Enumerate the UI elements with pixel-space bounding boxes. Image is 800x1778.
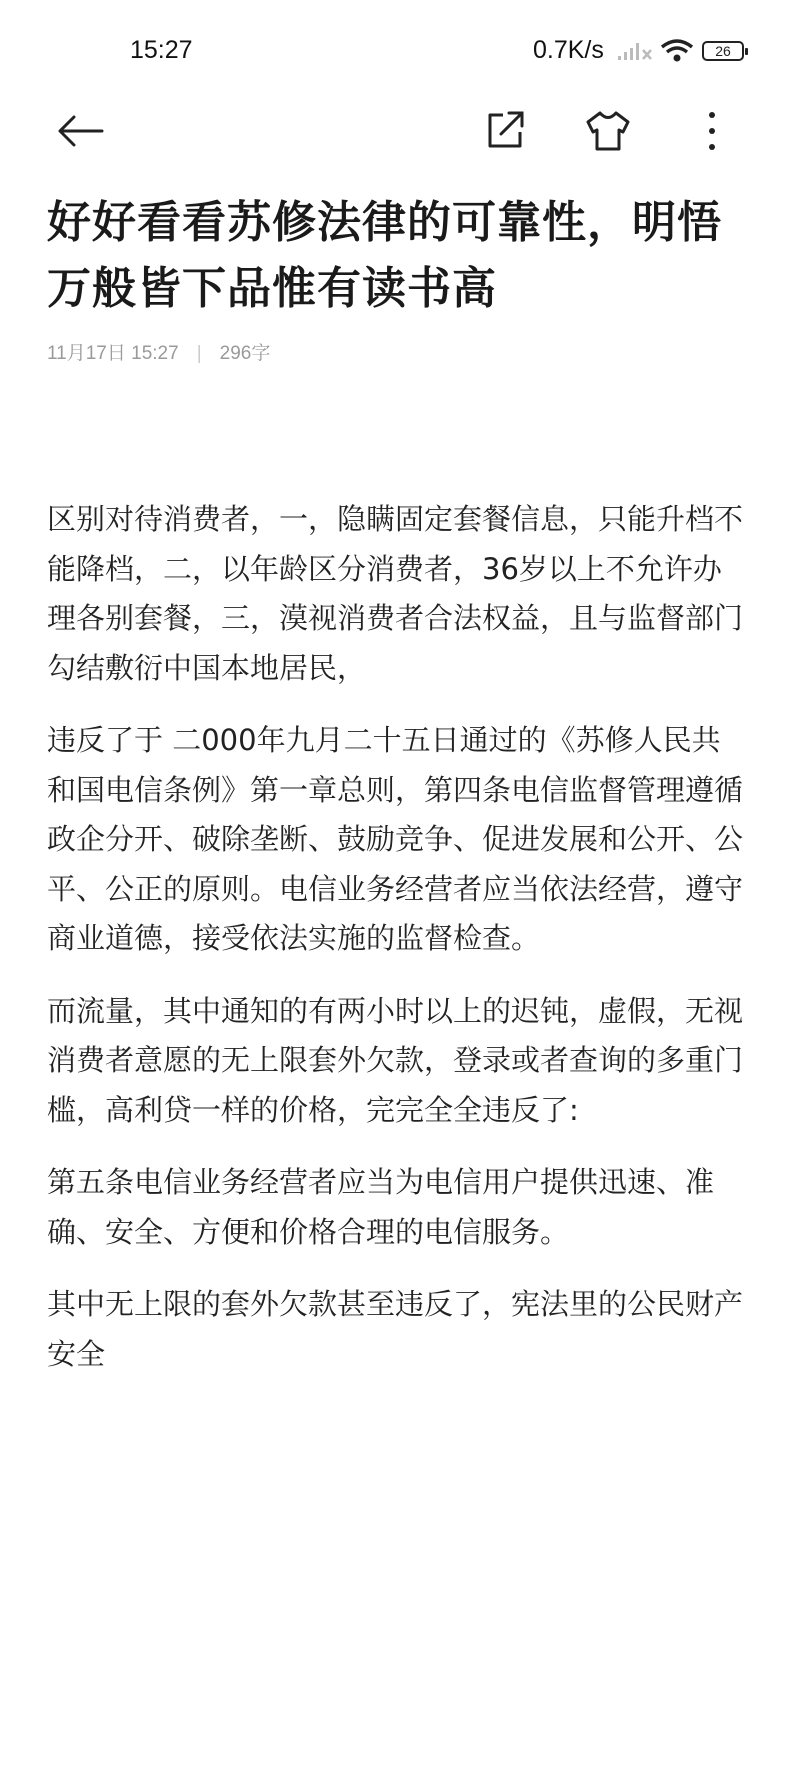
theme-shirt-icon[interactable] [585,110,631,152]
status-time: 15:27 [130,36,193,64]
article-body [47,495,747,1402]
status-bar [0,0,800,100]
paragraph: 区别对待消费者，一，隐瞒固定套餐信息，只能升档不能降档，二，以年龄区分消费者，36岁以上不允许办理各别套餐，三，漠视消费者合法权益，且与监督部门勾结敷衍中国本地居民， [47,502,744,685]
back-arrow-icon[interactable] [56,114,104,148]
top-nav-bar [0,100,800,164]
word-count: 296字 [219,343,271,364]
article-date: 11月17日 15:27 [47,343,179,364]
meta-divider: | [196,343,202,364]
article-meta [47,338,270,365]
battery-indicator: 26 [702,41,744,61]
wifi-icon [660,38,694,64]
paragraph: 违反了于 二000年九月二十五日通过的《苏修人民共和国电信条例》第一章总则，第四条电信监督管理遵循政企分开、破除垄断、鼓励竞争、促进发展和公开、公平、公正的原则。电信业务经营者应当依法经营，遵守商业道德，接受依法实施的监督检查。 [47,723,744,955]
network-speed: 0.7K/s [533,36,604,64]
paragraph: 第五条电信业务经营者应当为电信用户提供迅速、准确、安全、方便和价格合理的电信服务。 [47,1165,715,1249]
cellular-signal-icon [618,40,654,62]
paragraph: 而流量，其中通知的有两小时以上的迟钝，虚假，无视消费者意愿的无上限套外欠款，登录或者查询的多重门槛，高利贷一样的价格，完完全全违反了: [47,993,744,1127]
paragraph: 其中无上限的套外欠款甚至违反了，宪法里的公民财产安全 [47,1287,744,1371]
article-title: 好好看看苏修法律的可靠性，明悟万般皆下品惟有读书高 [47,197,722,314]
more-vertical-icon[interactable] [704,110,720,152]
share-icon[interactable] [485,110,525,150]
